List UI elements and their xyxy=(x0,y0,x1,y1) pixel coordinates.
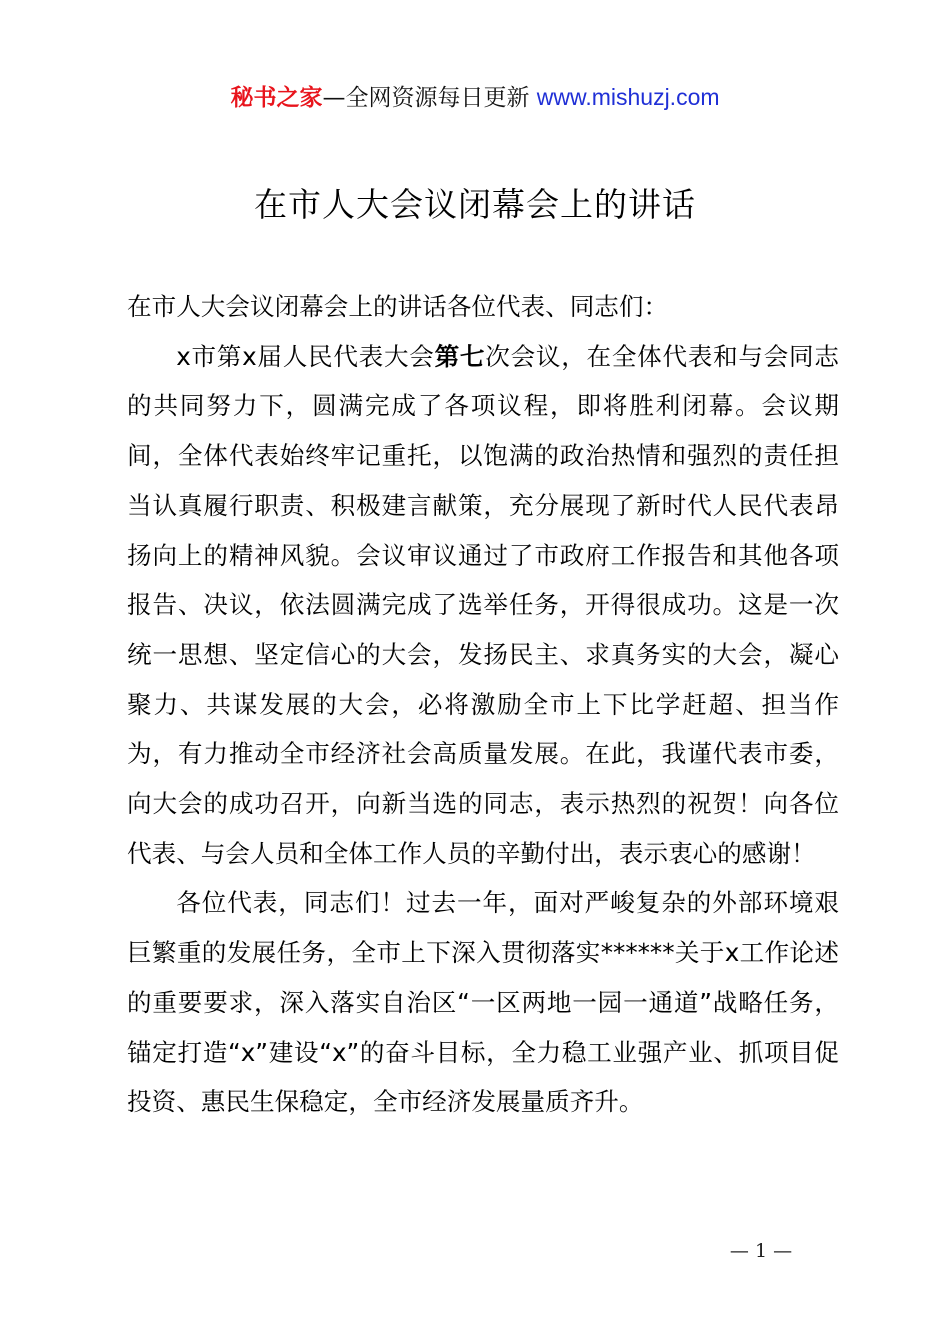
paragraph-2: 各位代表，同志们！过去一年，面对严峻复杂的外部环境艰巨繁重的发展任务，全市上下深入贯彻落实******关于x工作论述的重要要求，深入落实自治区“一区两地一园一通道”战略任务，锚定打造“x”建设“x”的奋斗目标，全力稳工业强产业、抓项目促投资、惠民生保稳定，全市经济发展量质齐升。 xyxy=(127,888,839,1117)
paragraph-1 xyxy=(127,332,839,879)
site-header xyxy=(0,80,950,115)
brand-name: 秘书之家 xyxy=(230,85,323,111)
page-number: — 1 — xyxy=(729,1240,793,1262)
document-body xyxy=(127,282,839,1127)
salutation: 在市人大会议闭幕会上的讲话各位代表、同志们： xyxy=(127,292,669,321)
document-title: 在市人大会议闭幕会上的讲话 xyxy=(254,185,696,224)
paragraph-1-lead: x市第x届人民代表大会 xyxy=(176,341,435,371)
site-url-link[interactable]: www.mishuzj.com xyxy=(536,84,720,110)
header-slogan: —全网资源每日更新 xyxy=(322,85,530,111)
paragraph-1-bold: 第七 xyxy=(434,341,486,371)
paragraph-1-rest: 次会议，在全体代表和与会同志的共同努力下，圆满完成了各项议程，即将胜利闭幕。会议期间，全体代表始终牢记重托，以饱满的政治热情和强烈的责任担当认真履行职责、积极建言献策，充分展现了新时代人民代表昂扬向上的精神风貌。会议审议通过了市政府工作报告和其他各项报告、决议，依法圆满完成了选举任务，开得很成功。这是一次统一思想、坚定信心的大会，发扬民主、求真务实的大会，凝心聚力、共谋发展的大会，必将激励全市上下比学赶超、担当作为，有力推动全市经济社会高质量发展。在此，我谨代表市委，向大会的成功召开，向新当选的同志，表示热烈的祝贺！向各位代表、与会人员和全体工作人员的辛勤付出，表示衷心的感谢！ xyxy=(127,341,839,868)
